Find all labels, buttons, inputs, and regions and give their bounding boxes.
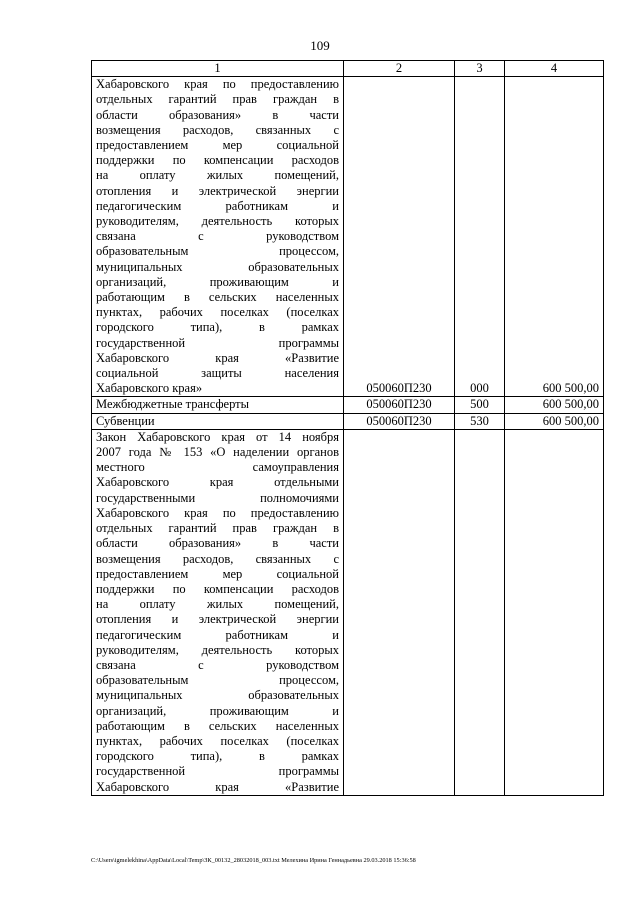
row-amount [505,429,604,795]
page-number: 109 [310,38,330,53]
table-row [92,77,604,397]
row-type: 500 [455,397,505,413]
description-text: Хабаровского края по предоставлению отдельных гарантий прав граждан в области образования» в части возмещения расходов, связанных с предоставлением мер социальной поддержки по компенсации расходов на оплату жилых помещений, отопления и электрической энергии педагогическим работникам и руководителям, деятельность которых связана с руководством образовательным процессом, муниципальных образовательных организаций, проживающим и работающим в сельских населенных пунктах, рабочих поселках (поселках городского типа), в рамках государственной программы Хабаровского края «Развитие социальной защиты населения [96,77,339,381]
row-type [455,429,505,795]
row-amount: 600 500,00 [505,77,604,397]
row-amount: 600 500,00 [505,397,604,413]
row-code: 050060П230 [344,413,455,429]
column-header-1: 1 [92,61,344,77]
row-description: Субвенции [92,413,344,429]
description-text: Закон Хабаровского края от 14 ноября 2007 года № 153 «О наделении органов местного самоуправления Хабаровского края отдельными государственными полномочиями Хабаровского края по предоставлению отдельных гарантий прав граждан в области образования» в части возмещения расходов, связанных с предоставлением мер социальной поддержки по компенсации расходов на оплату жилых помещений, отопления и электрической энергии педагогическим работникам и руководителям, деятельность которых связана с руководством образовательным процессом, муниципальных образовательных организаций, проживающим и работающим в сельских населенных пунктах, рабочих поселках (поселках городского типа), в рамках государственной программы Хабаровского края «Развитие [96,429,339,794]
row-code: 050060П230 [344,77,455,397]
table-header-row [92,61,604,77]
description-text-end: Хабаровского края» [96,381,203,396]
column-header-3: 3 [455,61,505,77]
table-row [92,429,604,795]
column-header-2: 2 [344,61,455,77]
row-type: 000 [455,77,505,397]
document-footer-path: C:\Users\igmelekhina\AppData\Local\Temp\ЗК_00132_28032018_003.txt Мелехина Ирина Геннадьевна 29.03.2018 15:36:58 [91,857,416,864]
row-description [92,77,344,397]
table-row [92,413,604,429]
row-amount: 600 500,00 [505,413,604,429]
row-description [92,429,344,795]
budget-table [91,60,604,796]
table-row [92,397,604,413]
column-header-4: 4 [505,61,604,77]
row-code: 050060П230 [344,397,455,413]
row-code [344,429,455,795]
row-type: 530 [455,413,505,429]
row-description: Межбюджетные трансферты [92,397,344,413]
